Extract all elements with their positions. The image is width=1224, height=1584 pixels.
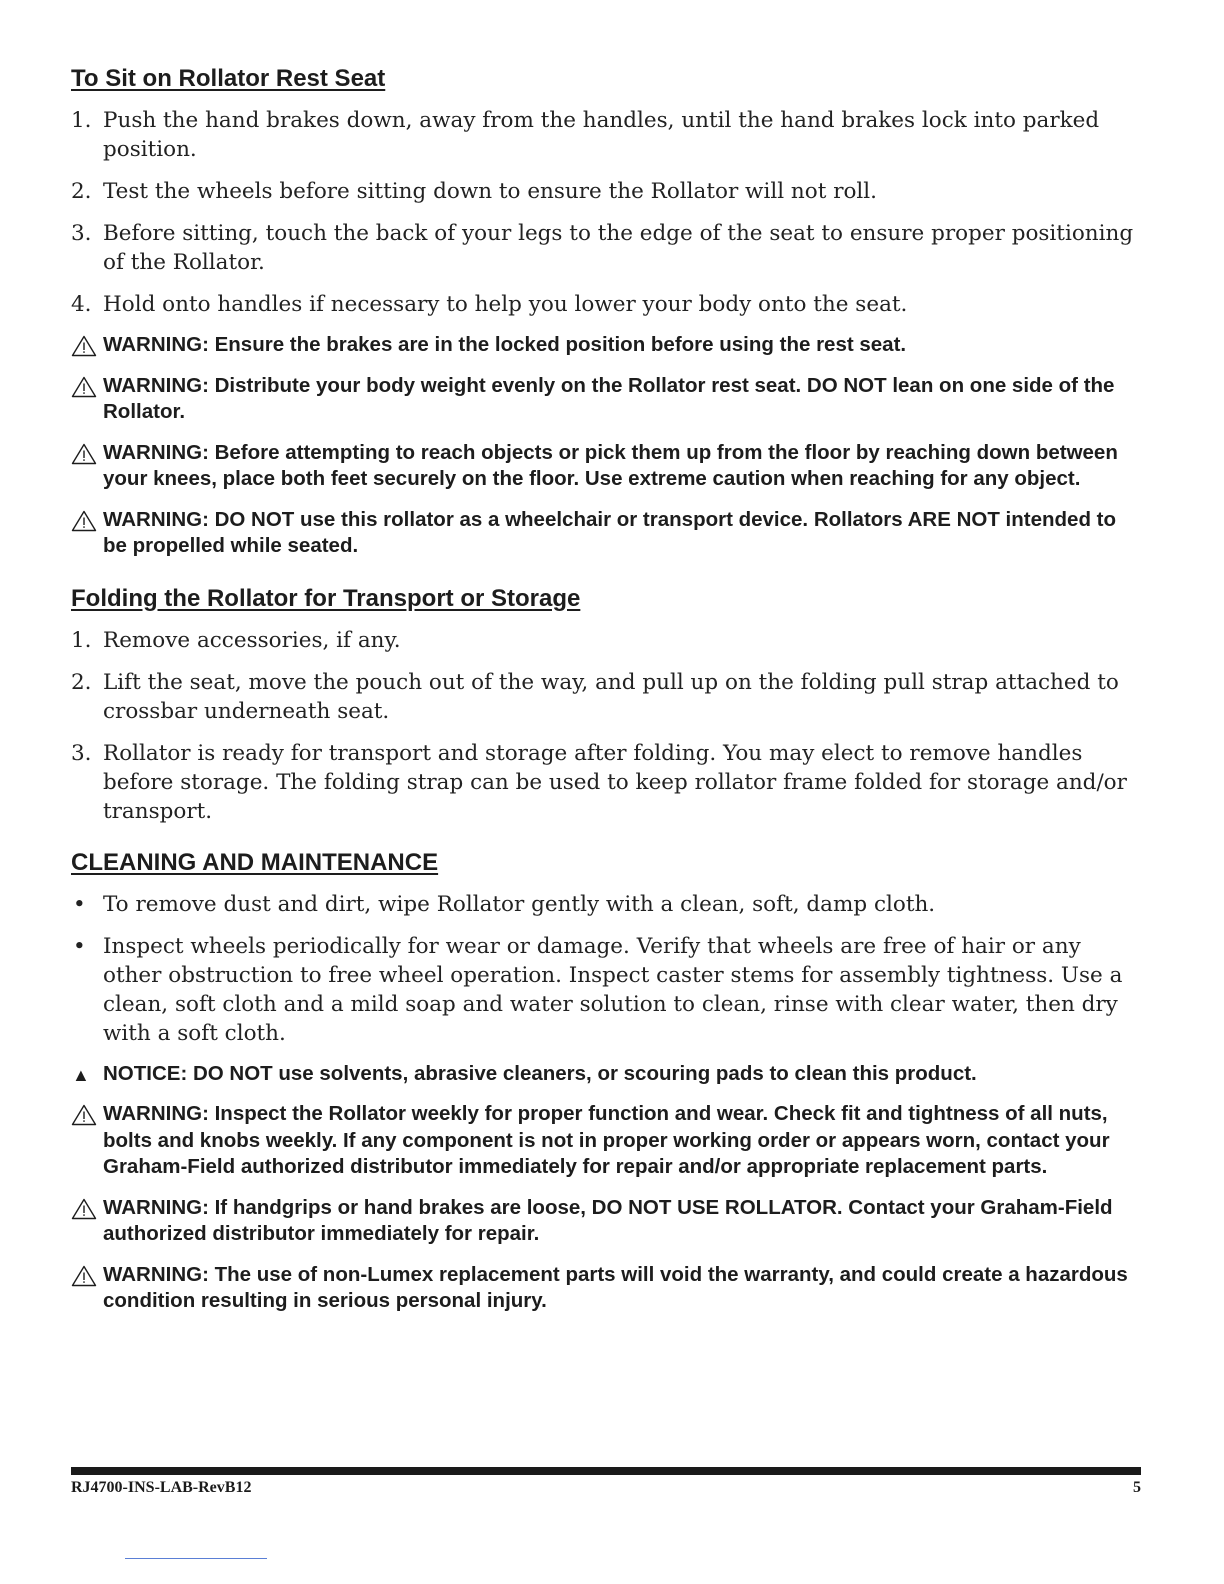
section-heading-cleaning: CLEANING AND MAINTENANCE xyxy=(71,848,439,876)
warning-block xyxy=(71,332,1141,359)
list-text: Lift the seat, move the pouch out of the way, and pull up on the folding pull strap attached to crossbar underneath seat. xyxy=(103,669,1119,724)
list-number: 1. xyxy=(71,627,92,653)
notice-text: NOTICE: DO NOT use solvents, abrasive cleaners, or scouring pads to clean this product. xyxy=(103,1061,977,1085)
list-text: Test the wheels before sitting down to ensure the Rollator will not roll. xyxy=(103,179,877,204)
warning-triangle-icon xyxy=(71,1104,97,1126)
list-text: Push the hand brakes down, away from the handles, until the hand brakes lock into parked position. xyxy=(103,108,1100,162)
warning-triangle-icon xyxy=(71,1265,97,1287)
warning-block xyxy=(71,373,1141,426)
warning-block xyxy=(71,507,1141,560)
warning-block xyxy=(71,440,1141,493)
notice-block xyxy=(71,1061,1141,1088)
warning-text: WARNING: The use of non-Lumex replacement parts will void the warranty, and could create a hazardous condition resulting in serious personal injury. xyxy=(103,1262,1128,1312)
warning-block xyxy=(71,1195,1141,1248)
document-code: RJ4700-INS-LAB-RevB12 xyxy=(71,1479,252,1496)
warning-triangle-icon xyxy=(71,443,97,465)
list-text: Hold onto handles if necessary to help you lower your body onto the seat. xyxy=(103,292,908,317)
list-text: Before sitting, touch the back of your legs to the edge of the seat to ensure proper positioning of the Rollator. xyxy=(103,221,1134,275)
warning-text: WARNING: Inspect the Rollator weekly for proper function and wear. Check fit and tightness of all nuts, bolts and knobs weekly. If any component is not in proper working order or appears worn, contact your Graham-Field authorized distributor immediately for repair and/or appropriate replacement parts. xyxy=(103,1102,1110,1178)
list-item xyxy=(71,290,1141,319)
list-item xyxy=(71,106,1141,164)
section-heading-folding: Folding the Rollator for Transport or Storage xyxy=(71,584,581,612)
list-number: 3. xyxy=(71,221,92,246)
bullet-icon: • xyxy=(73,933,86,959)
list-number: 4. xyxy=(71,292,92,317)
list-text: Remove accessories, if any. xyxy=(103,627,401,653)
list-item xyxy=(71,219,1141,277)
list-item xyxy=(71,668,1141,726)
bullet-text: To remove dust and dirt, wipe Rollator gently with a clean, soft, damp cloth. xyxy=(103,891,936,917)
warning-triangle-icon xyxy=(71,510,97,532)
warning-text: WARNING: Distribute your body weight evenly on the Rollator rest seat. DO NOT lean on one side of the Rollator. xyxy=(103,373,1115,423)
list-item xyxy=(71,626,1141,655)
warning-triangle-icon xyxy=(71,335,97,357)
notice-triangle-icon: ▲ xyxy=(72,1064,90,1085)
bullet-item xyxy=(71,932,1141,1048)
bullet-icon: • xyxy=(73,891,86,917)
bullet-item xyxy=(71,890,1141,919)
bullet-text: Inspect wheels periodically for wear or damage. Verify that wheels are free of hair or any other obstruction to free wheel operation. Inspect caster stems for assembly tightness. Use a clean, soft cloth and a mild soap and water solution to clean, rinse with clear water, then dry with a soft cloth. xyxy=(103,933,1123,1046)
warning-text: WARNING: Ensure the brakes are in the locked position before using the rest seat. xyxy=(103,333,907,356)
list-number: 2. xyxy=(71,669,92,695)
decorative-line xyxy=(125,1558,267,1559)
warning-block xyxy=(71,1262,1141,1315)
warning-triangle-icon xyxy=(71,1198,97,1220)
warning-text: WARNING: Before attempting to reach objects or pick them up from the floor by reaching down between your knees, place both feet securely on the floor. Use extreme caution when reaching for any object. xyxy=(103,440,1118,490)
list-text: Rollator is ready for transport and storage after folding. You may elect to remove handles before storage. The folding strap can be used to keep rollator frame folded for storage and/or transport. xyxy=(103,740,1127,824)
list-item xyxy=(71,739,1141,826)
warning-text: WARNING: If handgrips or hand brakes are loose, DO NOT USE ROLLATOR. Contact your Graham-Field authorized distributor immediately for repair. xyxy=(103,1195,1113,1245)
list-number: 2. xyxy=(71,179,92,204)
list-number: 1. xyxy=(71,108,92,133)
section-heading-sit: To Sit on Rollator Rest Seat xyxy=(71,65,386,92)
page-content xyxy=(71,62,1141,1329)
warning-triangle-icon xyxy=(71,376,97,398)
list-number: 3. xyxy=(71,740,92,766)
footer-rule xyxy=(71,1467,1141,1475)
warning-block xyxy=(71,1101,1141,1181)
page-number: 5 xyxy=(1133,1479,1141,1496)
list-item xyxy=(71,177,1141,206)
warning-text: WARNING: DO NOT use this rollator as a wheelchair or transport device. Rollators ARE NOT intended to be propelled while seated. xyxy=(103,507,1117,557)
